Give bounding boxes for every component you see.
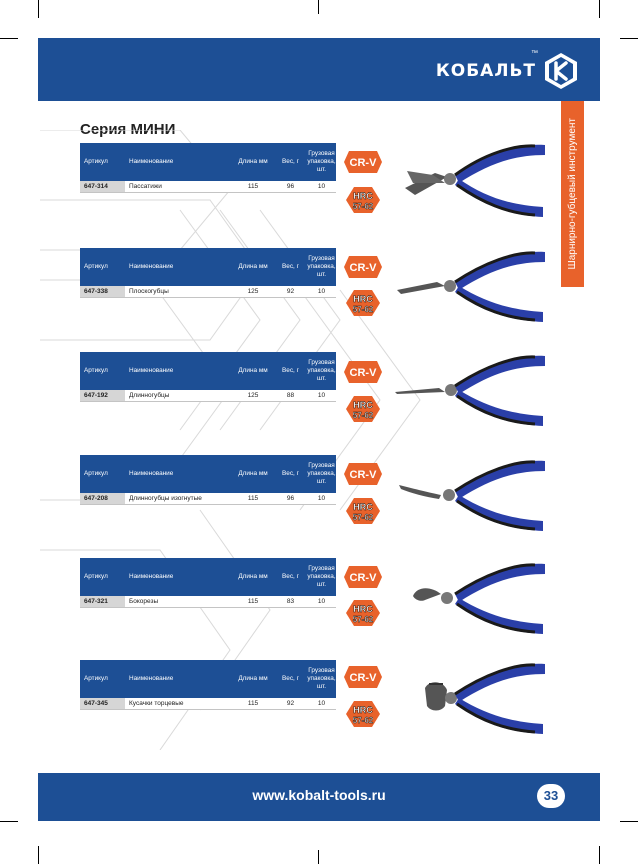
- product-article: 647-192: [80, 390, 125, 401]
- header-pack: Грузовая упаковка, шт.: [307, 565, 336, 588]
- svg-text:57-62: 57-62: [352, 305, 374, 314]
- header-article: Артикул: [84, 367, 108, 374]
- series-title: Серия МИНИ: [80, 121, 176, 138]
- crop-mark: [318, 850, 319, 864]
- brand-logo: [436, 52, 580, 90]
- table-row: [80, 698, 336, 710]
- hrc-badge: [345, 497, 381, 525]
- product-pack: 10: [317, 495, 326, 502]
- product-pack: 10: [317, 392, 326, 399]
- svg-text:57-62: 57-62: [352, 411, 374, 420]
- product-table: [80, 352, 336, 402]
- product-weight: 96: [286, 495, 295, 502]
- table-row: [80, 596, 336, 608]
- header-weight: Вес, г: [282, 470, 299, 477]
- product-name: Длинногубцы: [129, 392, 170, 399]
- table-header: [80, 352, 336, 390]
- crop-mark: [38, 846, 39, 864]
- kobalt-logo-icon: [542, 52, 580, 90]
- crop-mark: [599, 0, 600, 18]
- pliers-side-cutter-image: [395, 550, 555, 640]
- header-weight: Вес, г: [282, 675, 299, 682]
- product-weight: 96: [286, 183, 295, 190]
- product-table: [80, 455, 336, 505]
- header-article: Артикул: [84, 470, 108, 477]
- product-length: 125: [247, 392, 259, 399]
- table-row: [80, 181, 336, 193]
- svg-text:CR-V: CR-V: [349, 469, 377, 481]
- header-length: Длина мм: [238, 470, 268, 477]
- category-label: Шарнирно-губцевый инструмент: [567, 118, 578, 270]
- hrc-badge: [345, 395, 381, 423]
- category-side-tab: [561, 101, 584, 287]
- product-name: Длинногубцы изогнутые: [129, 495, 202, 502]
- crop-mark: [38, 0, 39, 18]
- header-length: Длина мм: [238, 675, 268, 682]
- product-article: 647-321: [80, 596, 125, 607]
- page-number: 33: [537, 784, 565, 808]
- pliers-long-nose-image: [395, 342, 555, 432]
- svg-text:HRC: HRC: [353, 705, 373, 715]
- product-weight: 83: [286, 598, 295, 605]
- crop-mark: [0, 821, 18, 822]
- header-name: Наименование: [129, 573, 174, 580]
- crop-mark: [620, 821, 638, 822]
- header-weight: Вес, г: [282, 158, 299, 165]
- header-name: Наименование: [129, 263, 174, 270]
- brand-name: КОБАЛЬТ: [435, 61, 536, 81]
- table-header: [80, 660, 336, 698]
- header-pack: Грузовая упаковка, шт.: [307, 359, 336, 382]
- product-weight: 92: [286, 700, 295, 707]
- hrc-badge: [345, 700, 381, 728]
- pliers-end-cutter-image: [395, 650, 555, 740]
- header-name: Наименование: [129, 470, 174, 477]
- pliers-bent-long-nose-image: [395, 447, 555, 537]
- header-pack: Грузовая упаковка, шт.: [307, 150, 336, 173]
- svg-text:CR-V: CR-V: [349, 672, 377, 684]
- product-weight: 92: [286, 288, 295, 295]
- header-bar: [38, 38, 600, 101]
- svg-text:CR-V: CR-V: [349, 367, 377, 379]
- header-length: Длина мм: [238, 367, 268, 374]
- svg-text:HRC: HRC: [353, 294, 373, 304]
- header-article: Артикул: [84, 573, 108, 580]
- pliers-flat-nose-image: [395, 238, 555, 328]
- product-pack: 10: [317, 183, 326, 190]
- table-row: [80, 493, 336, 505]
- header-pack: Грузовая упаковка, шт.: [307, 667, 336, 690]
- trademark-sign: ™: [531, 50, 538, 57]
- footer-bar: [38, 773, 600, 821]
- hrc-badge: [345, 289, 381, 317]
- cr-v-badge: [343, 150, 383, 174]
- product-length: 115: [247, 700, 259, 707]
- header-article: Артикул: [84, 263, 108, 270]
- product-name: Пассатижи: [129, 183, 162, 190]
- cr-v-badge: [343, 665, 383, 689]
- crop-mark: [599, 846, 600, 864]
- product-article: 647-338: [80, 286, 125, 297]
- table-header: [80, 248, 336, 286]
- header-length: Длина мм: [238, 263, 268, 270]
- header-weight: Вес, г: [282, 367, 299, 374]
- svg-text:HRC: HRC: [353, 191, 373, 201]
- table-header: [80, 143, 336, 181]
- header-weight: Вес, г: [282, 263, 299, 270]
- hrc-badge: [345, 186, 381, 214]
- product-length: 115: [247, 495, 259, 502]
- product-article: 647-314: [80, 181, 125, 192]
- product-name: Плоскогубцы: [129, 288, 169, 295]
- product-table: [80, 558, 336, 608]
- svg-text:57-62: 57-62: [352, 615, 374, 624]
- header-pack: Грузовая упаковка, шт.: [307, 255, 336, 278]
- header-name: Наименование: [129, 367, 174, 374]
- svg-text:57-62: 57-62: [352, 202, 374, 211]
- crop-mark: [0, 38, 18, 39]
- product-table: [80, 248, 336, 298]
- product-length: 125: [247, 288, 259, 295]
- header-weight: Вес, г: [282, 573, 299, 580]
- website-link[interactable]: www.kobalt-tools.ru: [252, 787, 386, 803]
- product-table: [80, 143, 336, 193]
- product-table: [80, 660, 336, 710]
- hrc-badge: [345, 599, 381, 627]
- svg-text:CR-V: CR-V: [349, 572, 377, 584]
- product-name: Бокорезы: [129, 598, 159, 605]
- svg-text:HRC: HRC: [353, 604, 373, 614]
- svg-text:CR-V: CR-V: [349, 262, 377, 274]
- cr-v-badge: [343, 360, 383, 384]
- product-weight: 88: [286, 392, 295, 399]
- svg-text:HRC: HRC: [353, 502, 373, 512]
- header-name: Наименование: [129, 675, 174, 682]
- cr-v-badge: [343, 565, 383, 589]
- header-article: Артикул: [84, 158, 108, 165]
- product-length: 115: [247, 598, 259, 605]
- cr-v-badge: [343, 255, 383, 279]
- product-name: Кусачки торцевые: [129, 700, 184, 707]
- header-length: Длина мм: [238, 158, 268, 165]
- product-pack: 10: [317, 288, 326, 295]
- svg-text:CR-V: CR-V: [349, 157, 377, 169]
- table-row: [80, 390, 336, 402]
- product-article: 647-345: [80, 698, 125, 709]
- header-pack: Грузовая упаковка, шт.: [307, 462, 336, 485]
- header-length: Длина мм: [238, 573, 268, 580]
- svg-text:57-62: 57-62: [352, 716, 374, 725]
- svg-text:57-62: 57-62: [352, 513, 374, 522]
- header-article: Артикул: [84, 675, 108, 682]
- table-row: [80, 286, 336, 298]
- product-length: 115: [247, 183, 259, 190]
- product-pack: 10: [317, 598, 326, 605]
- svg-text:HRC: HRC: [353, 400, 373, 410]
- header-name: Наименование: [129, 158, 174, 165]
- product-pack: 10: [317, 700, 326, 707]
- crop-mark: [620, 38, 638, 39]
- pliers-combination-image: [395, 133, 555, 223]
- crop-mark: [318, 0, 319, 14]
- table-header: [80, 455, 336, 493]
- product-article: 647-208: [80, 493, 125, 504]
- cr-v-badge: [343, 462, 383, 486]
- table-header: [80, 558, 336, 596]
